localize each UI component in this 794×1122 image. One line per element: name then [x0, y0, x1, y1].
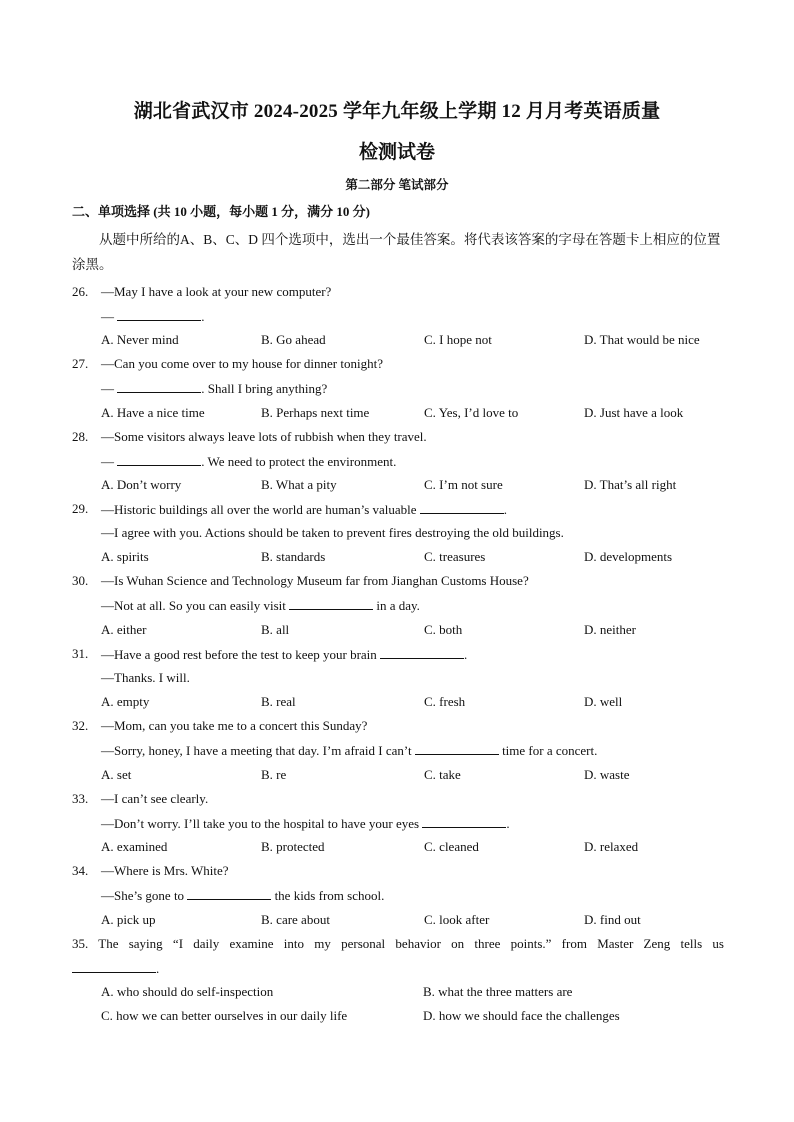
option-a: A. who should do self-inspection — [101, 984, 274, 999]
option-c: C. I’m not sure — [424, 477, 503, 492]
question-text: The saying “I daily examine into my personal behavior on three points.” from Master Zeng tells us — [98, 936, 724, 951]
question-suffix: . — [156, 961, 160, 976]
question-line-2 — [101, 308, 205, 325]
option-b: B. Go ahead — [261, 332, 326, 347]
dialog-suffix: . — [506, 816, 510, 831]
question-suffix: . — [464, 647, 468, 662]
question-number: 35. — [72, 936, 89, 951]
option-d: D. waste — [584, 767, 630, 782]
question-line-2 — [101, 742, 597, 759]
question-line-1: —May I have a look at your new computer? — [101, 284, 332, 299]
answer-blank — [117, 453, 201, 466]
question-number: 26. — [72, 284, 89, 299]
question-line-2: —I agree with you. Actions should be taken to prevent fires destroying the old buildings. — [101, 525, 564, 540]
option-c: C. take — [424, 767, 461, 782]
dialog-suffix: time for a concert. — [498, 743, 598, 758]
option-d: D. Just have a look — [584, 405, 684, 420]
option-b: B. protected — [261, 839, 325, 854]
question-line-1: —Can you come over to my house for dinner tonight? — [101, 356, 383, 371]
question-line-1: —Where is Mrs. White? — [101, 863, 229, 878]
question-line-1 — [101, 501, 507, 518]
answer-blank — [117, 380, 201, 393]
option-b: B. real — [261, 694, 296, 709]
option-d: D. relaxed — [584, 839, 639, 854]
option-c: C. fresh — [424, 694, 466, 709]
answer-blank — [187, 887, 271, 900]
dialog-suffix: the kids from school. — [271, 888, 385, 903]
question-line-1: —I can’t see clearly. — [101, 791, 209, 806]
dialog-prefix: — — [101, 381, 118, 396]
option-b: B. all — [261, 622, 290, 637]
section-heading: 二、单项选择 (共 10 小题，每小题 1 分，满分 10 分) — [72, 204, 370, 219]
option-d: D. neither — [584, 622, 636, 637]
question-number: 33. — [72, 791, 89, 806]
answer-blank — [72, 960, 156, 973]
question-number: 31. — [72, 646, 89, 661]
question-line-2: —Thanks. I will. — [101, 670, 190, 685]
option-b: B. what the three matters are — [423, 984, 573, 999]
option-d: D. developments — [584, 549, 673, 564]
option-a: A. set — [101, 767, 132, 782]
question-suffix: . — [503, 502, 508, 517]
question-line-2 — [101, 887, 384, 904]
option-d: D. well — [584, 694, 623, 709]
answer-blank — [117, 308, 201, 321]
question-line-2 — [101, 597, 420, 614]
dialog-prefix: — — [101, 309, 118, 324]
question-line-2 — [101, 453, 396, 470]
question-line-1 — [101, 646, 467, 663]
dialog-suffix: . — [201, 309, 205, 324]
option-c: C. both — [424, 622, 463, 637]
option-d: D. find out — [584, 912, 641, 927]
question-number: 32. — [72, 718, 89, 733]
question-line-1: —Mom, can you take me to a concert this Sunday? — [101, 718, 368, 733]
answer-blank — [289, 597, 373, 610]
option-a: A. pick up — [101, 912, 156, 927]
option-c: C. look after — [424, 912, 490, 927]
option-a: A. empty — [101, 694, 150, 709]
answer-blank — [415, 742, 499, 755]
dialog-suffix: . Shall I bring anything? — [201, 381, 328, 396]
option-a: A. Have a nice time — [101, 405, 205, 420]
option-c: C. how we can better ourselves in our daily life — [101, 1008, 348, 1023]
question-line-2 — [101, 380, 327, 397]
option-a: A. Never mind — [101, 332, 179, 347]
option-c: C. I hope not — [424, 332, 492, 347]
dialog-suffix: . We need to protect the environment. — [201, 454, 397, 469]
option-b: B. re — [261, 767, 287, 782]
question-number: 30. — [72, 573, 89, 588]
answer-blank — [380, 646, 464, 659]
question-text: —Historic buildings all over the world are human’s valuable — [101, 502, 420, 517]
option-c: C. cleaned — [424, 839, 479, 854]
question-text: —Have a good rest before the test to keep your brain — [101, 647, 381, 662]
dialog-prefix: —She’s gone to — [101, 888, 188, 903]
part-heading: 第二部分 笔试部分 — [345, 178, 449, 192]
section-instruction: 从题中所给的A、B、C、D 四个选项中，选出一个最佳答案。将代表该答案的字母在答题卡上相应的位置涂黑。 — [72, 232, 721, 272]
question-line-1 — [72, 936, 724, 952]
option-a: A. examined — [101, 839, 168, 854]
question-number: 27. — [72, 356, 89, 371]
option-a: A. Don’t worry — [101, 477, 182, 492]
exam-title-line1: 湖北省武汉市 2024-2025 学年九年级上学期 12 月月考英语质量 — [133, 101, 661, 122]
option-d: D. That’s all right — [584, 477, 677, 492]
answer-blank — [422, 815, 506, 828]
option-b: B. What a pity — [261, 477, 337, 492]
question-line-2 — [101, 815, 510, 832]
option-d: D. That would be nice — [584, 332, 700, 347]
option-d: D. how we should face the challenges — [423, 1008, 620, 1023]
exam-title-line2: 检测试卷 — [358, 142, 435, 163]
question-number: 34. — [72, 863, 89, 878]
option-c: C. Yes, I’d love to — [424, 405, 519, 420]
question-number: 29. — [72, 501, 89, 516]
dialog-suffix: in a day. — [373, 598, 420, 613]
dialog-prefix: —Sorry, honey, I have a meeting that day. I’m afraid I can’t — [101, 743, 415, 758]
dialog-prefix: —Don’t worry. I’ll take you to the hospital to have your eyes — [101, 816, 423, 831]
question-line-2 — [72, 960, 159, 977]
option-a: A. either — [101, 622, 147, 637]
option-a: A. spirits — [101, 549, 149, 564]
dialog-prefix: —Not at all. So you can easily visit — [101, 598, 290, 613]
option-b: B. standards — [261, 549, 326, 564]
option-b: B. Perhaps next time — [261, 405, 370, 420]
question-line-1: —Some visitors always leave lots of rubbish when they travel. — [101, 429, 427, 444]
question-line-1: —Is Wuhan Science and Technology Museum far from Jianghan Customs House? — [101, 573, 529, 588]
option-c: C. treasures — [424, 549, 486, 564]
option-b: B. care about — [261, 912, 330, 927]
answer-blank — [420, 501, 504, 514]
question-number: 28. — [72, 429, 89, 444]
dialog-prefix: — — [101, 454, 118, 469]
